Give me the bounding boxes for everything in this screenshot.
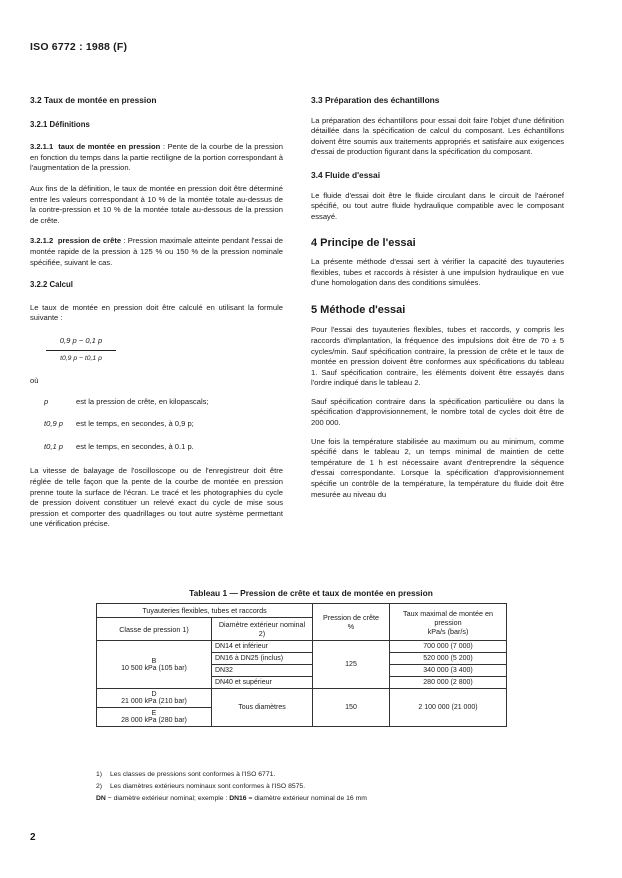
note-text: Les diamètres extérieurs nominaux sont conformes à l'ISO 8575. <box>110 783 306 790</box>
where-definition: est le temps, en secondes, à 0,9 p; <box>76 419 194 429</box>
where-symbol: t0,9 p <box>44 419 63 429</box>
left-column <box>30 95 283 530</box>
class-e-label: E <box>151 710 157 717</box>
header-rate <box>390 604 507 641</box>
class-d-label: D <box>151 691 157 698</box>
note-dn16: DN16 <box>229 795 247 802</box>
diameter-cell: DN40 et supérieur <box>212 677 313 689</box>
note-text: = diamètre extérieur nominal de 16 mm <box>246 795 367 802</box>
note-1 <box>96 769 516 781</box>
definition-peak-pressure <box>30 236 283 268</box>
section-3-3-text: La préparation des échantillons pour essai doit faire l'objet d'une définition détaillée dans la spécification de calcul du composant. Les échantillons doivent être soumis aux traitements appropriés et satisfaire aux exigences d'essai de production figurant dans la spécification du composant. <box>311 115 564 157</box>
definition-text: : Pente de la courbe de la pression en fonction du temps dans la partie rectiligne de la portion correspondant à l'augmentation de la pression. <box>30 142 283 173</box>
class-d-value: 21 000 kPa (210 bar) <box>121 698 187 705</box>
note-3 <box>96 793 516 805</box>
where-item <box>30 397 283 408</box>
term-peak-pressure: pression de crête <box>57 236 122 246</box>
term-rate-of-rise: taux de montée en pression <box>58 142 161 152</box>
rate-cell: 520 000 (5 200) <box>390 653 507 665</box>
section-5-paragraph-1: Pour l'essai des tuyauteries flexibles, tubes et raccords, y compris les raccords d'implantation, la fréquence des impulsions doit être de 70 ± 5 cycles/min. Sauf spécification contraire, la pression de crête et le taux de montée en pression doivent être conformes aux spécifications du tableau 1. Sauf spécification contraire, les éléments doivent être essayés dans l'ordre indiqué dans le tableau 2. <box>311 325 564 388</box>
class-d-cell <box>97 689 212 708</box>
header-group: Tuyauteries flexibles, tubes et raccords <box>97 604 313 618</box>
note-2 <box>96 781 516 793</box>
definition-paragraph: Aux fins de la définition, le taux de montée en pression doit être déterminé entre les valeurs correspondant à 10 % de la montée totale au-dessus de la contre-pression et 10 % de la montée totale au-dessous de la pression de crête. <box>30 183 283 225</box>
table-title: Tableau 1 — Pression de crête et taux de montée en pression <box>189 588 433 598</box>
where-symbol: p <box>44 396 49 406</box>
rate-cell: 2 100 000 (21 000) <box>390 689 507 727</box>
peak-pressure-de: 150 <box>313 689 390 727</box>
section-3-4-title: 3.4 Fluide d'essai <box>311 169 381 180</box>
right-column <box>311 95 564 500</box>
document-header: ISO 6772 : 1988 (F) <box>30 41 128 53</box>
rate-cell: 280 000 (2 800) <box>390 677 507 689</box>
section-5-title: 5 Méthode d'essai <box>311 303 406 316</box>
where-definition: est la pression de crête, en kilopascals; <box>76 396 209 406</box>
table-row <box>97 689 507 708</box>
note-number: 1) <box>96 771 103 778</box>
where-symbol: t0,1 p <box>44 441 63 451</box>
section-4-text: La présente méthode d'essai sert à vérifier la capacité des tuyauteries flexibles, tubes et raccords à résister à une impulsion hydraulique en vue d'une homologation dans des conditions simulées. <box>311 256 564 288</box>
formula-numerator: 0,9 p − 0,1 p <box>46 336 116 351</box>
oscilloscope-paragraph: La vitesse de balayage de l'oscilloscope ou de l'enregistreur doit être réglée de telle façon que la pente de la courbe de montée en pression prenne toute la surface de l'écran. Le tracé et les photographies du cycle de pression doivent constituer un relevé exact du cycle de mise sous pression et comporter des quadrillages ou tout autre système permettant une vérification précise. <box>30 466 283 529</box>
note-number: 2) <box>96 783 103 790</box>
header-peak-pressure-unit: % <box>347 622 355 631</box>
where-definition: est le temps, en secondes, à 0.1 p. <box>76 441 194 451</box>
header-peak-pressure <box>313 604 390 641</box>
header-class: Classe de pression 1) <box>97 618 212 641</box>
section-5-paragraph-3: Une fois la température stabilisée au maximum ou au minimum, comme spécifié dans le tableau 2, un temps minimal de maintien de cette température de 1 h est nécessaire avant d'entreprendre la séquence d'essai correspondante. Lorsque la spécification d'approvisionnement spécifie un contrôle de la température, la température du fluide doit être mesurée au niveau du <box>311 436 564 499</box>
definition-text: : Pression maximale atteinte pendant l'essai de montée rapide de la pression à 125 % ou 150 % de la pression nominale spécifiée, suivant le cas. <box>30 236 283 267</box>
rate-cell: 700 000 (7 000) <box>390 641 507 653</box>
table-row <box>97 641 507 653</box>
class-e-cell <box>97 708 212 727</box>
note-text: Les classes de pressions sont conformes à l'ISO 6771. <box>110 771 276 778</box>
page-number: 2 <box>30 832 36 843</box>
rate-cell: 340 000 (3 400) <box>390 665 507 677</box>
table-header-row <box>97 604 507 618</box>
section-3-2-1-title: 3.2.1 Définitions <box>30 119 90 129</box>
header-rate-label: Taux maximal de montée en pression <box>403 608 493 627</box>
where-label: où <box>30 376 39 386</box>
note-text: − diamètre extérieur nominal; exemple : <box>105 795 230 802</box>
section-5-paragraph-2: Sauf spécification contraire dans la spécification particulière ou dans la spécification d'approvisionnement, le nombre total de cycles doit être de 200 000. <box>311 396 564 428</box>
class-b-value: 10 500 kPa (105 bar) <box>121 664 187 672</box>
formula <box>46 336 116 364</box>
class-b-label: B <box>151 657 157 665</box>
header-peak-pressure-label: Pression de crête <box>323 613 379 622</box>
definition-rate-of-rise <box>30 142 283 174</box>
section-3-2-2-title: 3.2.2 Calcul <box>30 280 73 290</box>
section-3-2-title: 3.2 Taux de montée en pression <box>30 95 157 105</box>
where-item <box>30 442 283 453</box>
section-3-3-title: 3.3 Préparation des échantillons <box>311 95 440 105</box>
section-4-title: 4 Principe de l'essai <box>311 237 416 250</box>
section-3-4-text: Le fluide d'essai doit être le fluide circulant dans le circuit de l'aéronef spécifié, ou tout autre fluide hydraulique compatible avec le composant essayé. <box>311 190 564 221</box>
header-rate-unit: kPa/s (bar/s) <box>427 626 469 636</box>
header-diameter: Diamètre extérieur nominal 2) <box>212 618 313 641</box>
clause-number: 3.2.1.1 <box>30 142 54 152</box>
diameter-cell: DN14 et inférieur <box>212 641 313 653</box>
diameter-cell: Tous diamètres <box>212 689 313 727</box>
table-notes <box>96 769 516 805</box>
formula-denominator: t0,9 p − t0,1 p <box>60 354 102 362</box>
clause-number: 3.2.1.2 <box>30 236 54 246</box>
calc-paragraph: Le taux de montée en pression doit être calculé en utilisant la formule suivante : <box>30 302 283 323</box>
peak-pressure-b: 125 <box>313 641 390 689</box>
note-dn: DN <box>96 795 106 802</box>
class-e-value: 28 000 kPa (280 bar) <box>121 717 187 724</box>
diameter-cell: DN16 à DN25 (inclus) <box>212 653 313 665</box>
where-item <box>30 419 283 430</box>
class-b-cell <box>97 641 212 689</box>
diameter-cell: DN32 <box>212 665 313 677</box>
table-1 <box>96 603 507 727</box>
